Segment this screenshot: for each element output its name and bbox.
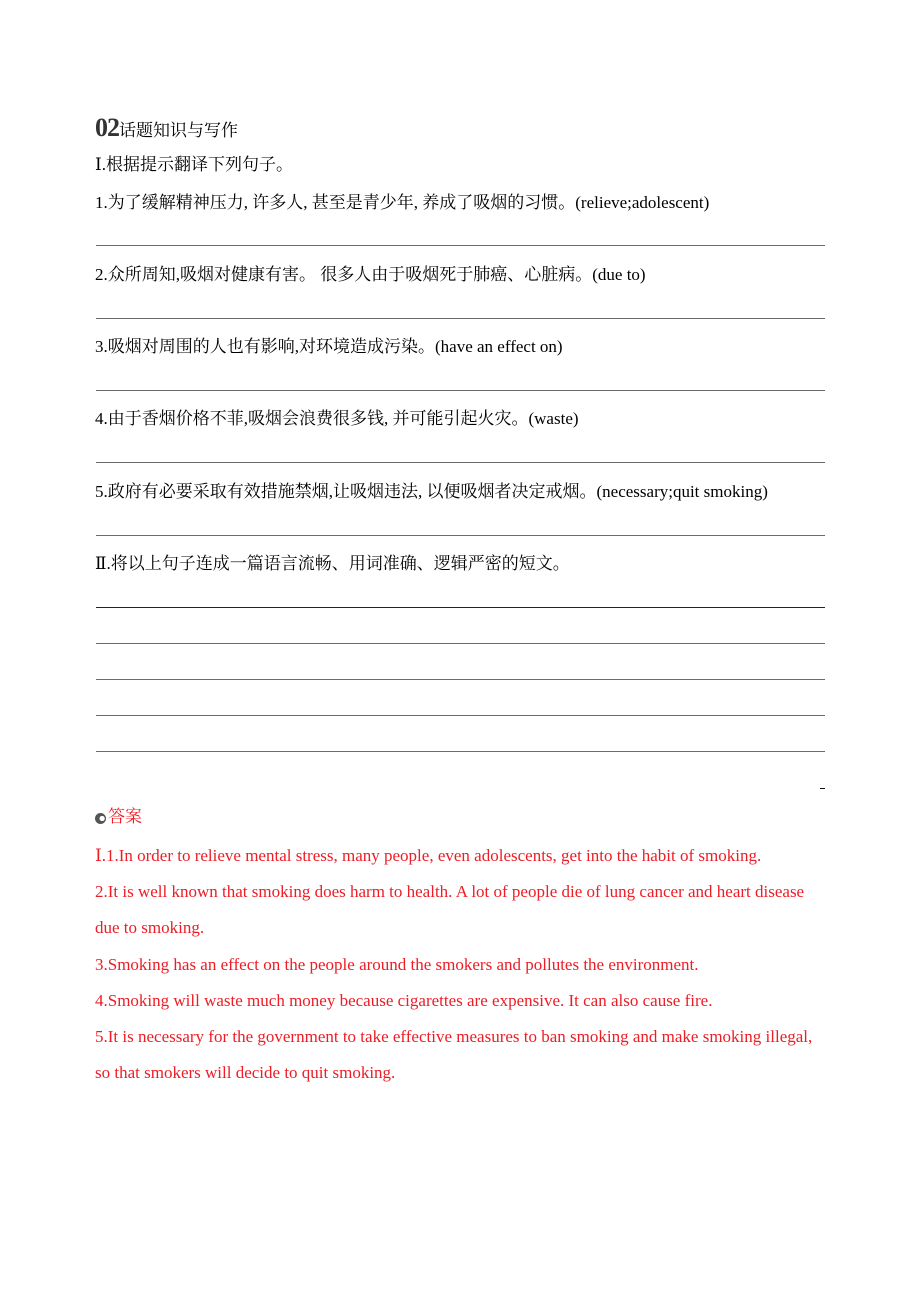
answer-line-1[interactable] [96,245,825,246]
part1-instruction: Ⅰ.根据提示翻译下列句子。 [95,155,293,174]
section-number: 02 [95,113,119,142]
question-4: 4.由于香烟价格不菲,吸烟会浪费很多钱, 并可能引起火灾。(waste) [95,409,579,428]
answer-list [95,838,830,1091]
writing-line-2[interactable] [96,643,825,644]
answer-item-1: Ⅰ.1.In order to relieve mental stress, many people, even adolescents, get into the habit of smoking. [95,846,762,865]
answer-bullet-icon [95,813,106,824]
question-2: 2.众所周知,吸烟对健康有害。 很多人由于吸烟死于肺癌、心脏病。(due to) [95,265,646,284]
answer-item-5: 5.It is necessary for the government to take effective measures to ban smoking and make smoking illegal, so that smokers will decide to quit smoking. [95,1027,813,1083]
answer-line-2[interactable] [96,318,825,319]
answer-item-2: 2.It is well known that smoking does harm to health. A lot of people die of lung cancer and heart disease due to smoking. [95,882,805,938]
answer-line-4[interactable] [96,462,825,463]
section-heading [95,113,238,146]
question-5: 5.政府有必要采取有效措施禁烟,让吸烟违法, 以便吸烟者决定戒烟。(necessary;quit smoking) [95,482,768,501]
answer-label: 答案 [108,807,142,826]
writing-line-5[interactable] [96,751,825,752]
writing-line-3[interactable] [96,679,825,680]
question-1: 1.为了缓解精神压力, 许多人, 甚至是青少年, 养成了吸烟的习惯。(relieve;adolescent) [95,193,710,212]
answer-header [95,806,142,828]
answer-item-3: 3.Smoking has an effect on the people around the smokers and pollutes the environment. [95,954,699,974]
question-3: 3.吸烟对周围的人也有影响,对环境造成污染。(have an effect on) [95,337,563,356]
part2-instruction: Ⅱ.将以上句子连成一篇语言流畅、用词准确、逻辑严密的短文。 [95,554,570,573]
section-title: 话题知识与写作 [119,121,238,140]
writing-line-4[interactable] [96,715,825,716]
writing-line-1[interactable] [96,607,825,608]
answer-line-5[interactable] [96,535,825,536]
page-dash-mark [820,788,825,789]
answer-item-4: 4.Smoking will waste much money because cigarettes are expensive. It can also cause fire. [95,990,713,1010]
answer-line-3[interactable] [96,390,825,391]
